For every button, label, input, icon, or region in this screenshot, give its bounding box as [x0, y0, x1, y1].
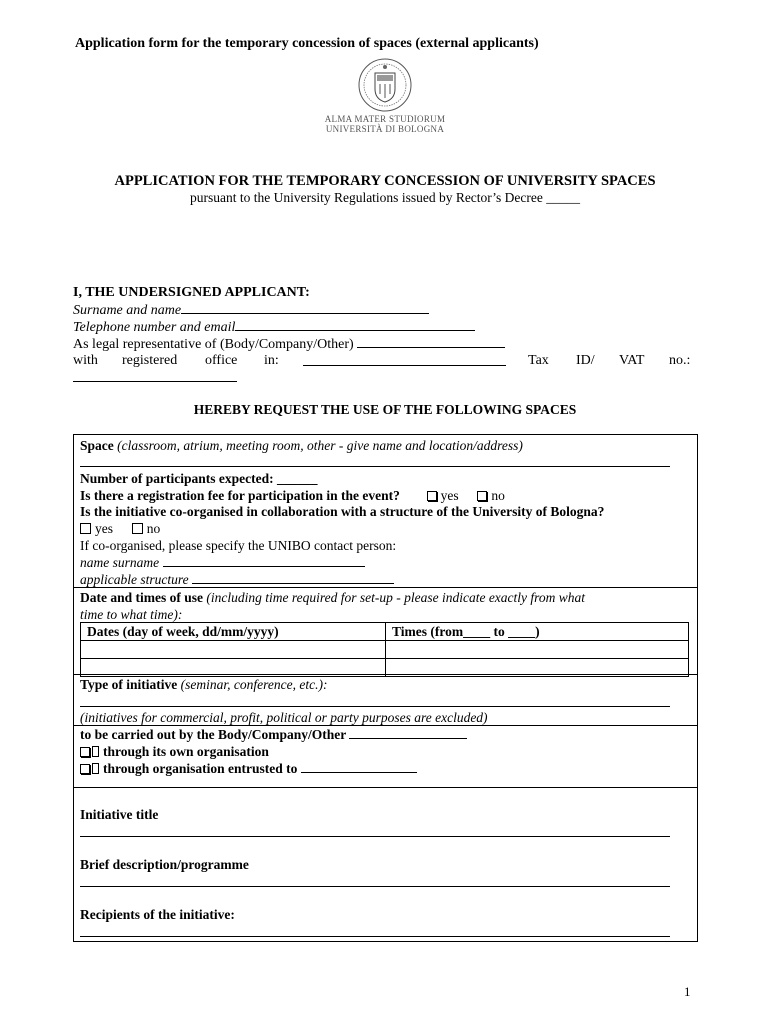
divider-dates [73, 587, 697, 588]
dates-label: Date and times of use [80, 590, 203, 605]
office-word-1: with [73, 353, 98, 368]
phone-input-line[interactable] [235, 318, 475, 331]
dates-hint-1: (including time required for set-up - please indicate exactly from what [206, 590, 586, 605]
own-org-checkbox[interactable] [80, 747, 90, 757]
tax-word-4: no.: [669, 353, 691, 368]
space-row [80, 437, 523, 454]
entrusted-org-row [80, 760, 417, 777]
recipients-input-line[interactable] [80, 936, 670, 937]
fee-yes-checkbox[interactable] [427, 491, 437, 501]
dates-hint-2: time to what time): [80, 607, 183, 622]
coorg-no-label: no [146, 521, 161, 536]
surname-input-line[interactable] [181, 301, 429, 314]
legal-rep-input-line[interactable] [357, 335, 505, 348]
fee-no-checkbox[interactable] [477, 491, 487, 501]
space-input-line[interactable] [80, 466, 670, 467]
form-subtitle: pursuant to the University Regulations issued by Rector’s Decree _____ [189, 190, 581, 205]
fee-row [80, 487, 505, 504]
coorg-yes-label: yes [95, 521, 113, 536]
phone-label: Telephone number and email [73, 320, 236, 335]
col-times-header: Times (from____ to ____) [386, 623, 689, 641]
dates-table [80, 622, 689, 677]
office-word-2: registered [122, 353, 178, 368]
col-dates-header: Dates (day of week, dd/mm/yyyy) [81, 623, 386, 641]
table-row [81, 641, 689, 659]
office-word-4: in: [264, 353, 279, 368]
surname-label: Surname and name [73, 303, 182, 318]
carried-label: to be carried out by the Body/Company/Other [80, 727, 346, 742]
office-input-line[interactable] [303, 353, 506, 366]
date-cell[interactable] [81, 641, 386, 659]
carried-row [80, 726, 467, 743]
tax-input-line[interactable] [73, 369, 237, 382]
fee-no-label: no [491, 488, 505, 503]
time-cell[interactable] [386, 641, 689, 659]
participants-label: Number of participants expected: ______ [80, 471, 318, 486]
coorg-question: Is the initiative co-organised in collaboration with a structure of the University of Bologna? [80, 504, 605, 519]
phone-field-row [73, 318, 475, 336]
own-org-label: through its own organisation [103, 744, 269, 759]
form-top-title: Application form for the temporary concession of spaces (external applicants) [75, 36, 539, 51]
initiative-title-label: Initiative title [80, 807, 159, 822]
name-surname-row [80, 554, 365, 571]
structure-input-line[interactable] [192, 571, 394, 584]
divider-title [73, 787, 697, 788]
divider-type [73, 674, 697, 675]
name-surname-input-line[interactable] [163, 554, 365, 567]
initiative-title-input-line[interactable] [80, 836, 670, 837]
space-hint: (classroom, atrium, meeting room, other - give name and location/address) [117, 438, 523, 453]
request-heading: HEREBY REQUEST THE USE OF THE FOLLOWING SPACES [193, 402, 577, 417]
type-label: Type of initiative [80, 677, 178, 692]
type-input-line[interactable] [80, 706, 670, 707]
tax-word-2: ID/ [576, 353, 595, 368]
entrusted-org-checkbox[interactable] [80, 764, 90, 774]
legal-rep-row [73, 335, 505, 353]
own-org-row [80, 743, 269, 760]
page-number: 1 [684, 984, 691, 999]
carried-input-line[interactable] [349, 726, 467, 739]
coorg-yes-checkbox[interactable] [80, 523, 91, 534]
office-word-3: office [205, 353, 238, 368]
tax-word-1: Tax [528, 353, 549, 368]
dates-intro [80, 589, 690, 606]
description-input-line[interactable] [80, 886, 670, 887]
coorg-options-row [80, 520, 160, 537]
legal-rep-label: As legal representative of (Body/Company/Other) [73, 337, 354, 352]
entrusted-input-line[interactable] [301, 760, 417, 773]
description-label: Brief description/programme [80, 857, 249, 872]
box-glyph-icon [92, 746, 99, 757]
fee-yes-label: yes [440, 488, 459, 503]
type-row [80, 676, 327, 693]
university-seal-logo [355, 57, 415, 113]
logo-text-line2: UNIVERSITÀ DI BOLOGNA [325, 124, 445, 134]
coorg-no-checkbox[interactable] [132, 523, 143, 534]
box-glyph-icon [92, 763, 99, 774]
type-hint: (seminar, conference, etc.): [180, 677, 328, 692]
fee-question: Is there a registration fee for participation in the event? [80, 488, 400, 503]
structure-row [80, 571, 394, 588]
name-surname-label: name surname [80, 555, 160, 570]
logo-text-line1: ALMA MATER STUDIORUM [324, 114, 446, 124]
recipients-label: Recipients of the initiative: [80, 907, 235, 922]
entrusted-org-label: through organisation entrusted to [103, 761, 298, 776]
contact-label: If co-organised, please specify the UNIBO contact person: [80, 538, 397, 553]
applicant-heading: I, THE UNDERSIGNED APPLICANT: [73, 285, 310, 300]
space-label: Space [80, 438, 114, 453]
office-tax-row [73, 352, 696, 369]
dates-table-header [81, 623, 689, 641]
structure-label: applicable structure [80, 572, 189, 587]
excluded-note: (initiatives for commercial, profit, political or party purposes are excluded) [80, 710, 488, 725]
surname-field-row [73, 301, 429, 319]
form-main-title: APPLICATION FOR THE TEMPORARY CONCESSION OF UNIVERSITY SPACES [114, 173, 656, 189]
tax-word-3: VAT [619, 353, 645, 368]
